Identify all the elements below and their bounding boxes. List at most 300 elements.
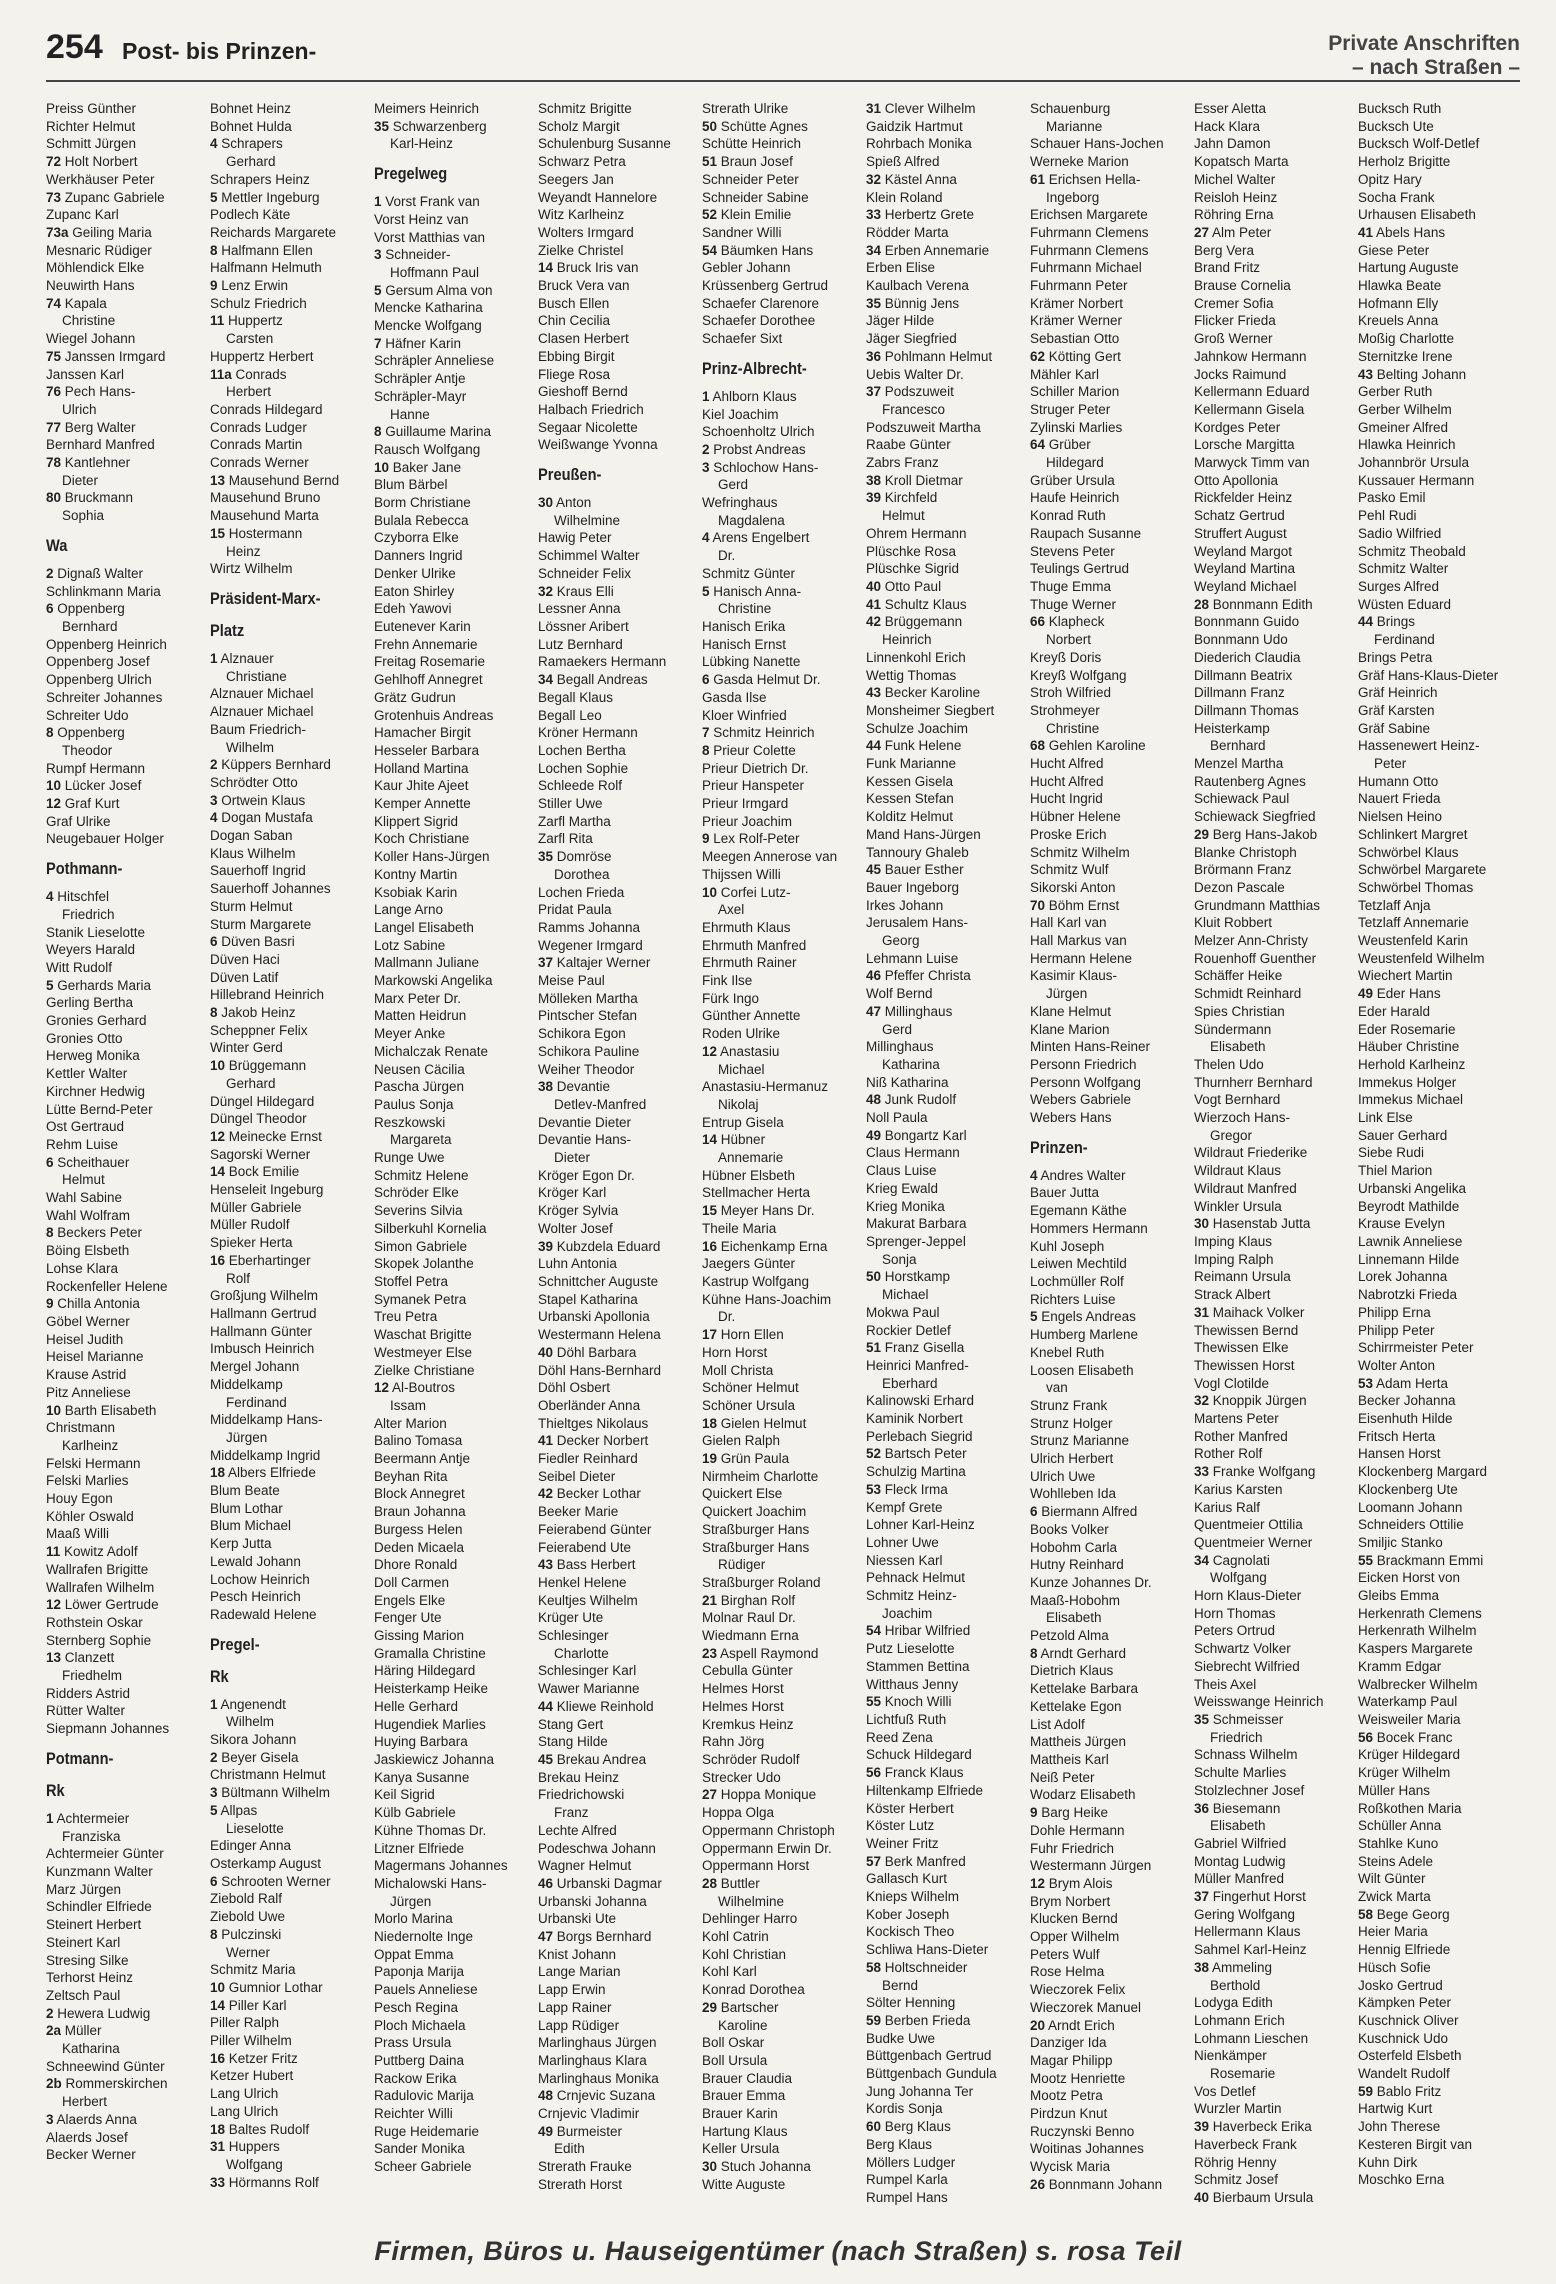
resident-name: Eder Rosemarie xyxy=(1358,1021,1456,1037)
house-number: 12 xyxy=(1030,1875,1046,1891)
house-number: 12 xyxy=(46,1597,62,1613)
resident-name: Frehn Annemarie xyxy=(374,636,478,652)
resident-name: Rütter Walter xyxy=(46,1703,126,1719)
resident-name: Rouenhoff Guenther xyxy=(1194,950,1317,966)
house-number: 11 xyxy=(210,313,225,329)
resident-name: Kordis Sonja xyxy=(866,2101,943,2117)
resident-name: Alznauer Michael xyxy=(210,704,314,720)
resident-name: Beyrodt Mathilde xyxy=(1358,1198,1460,1214)
resident-name: Quentmeier Ottilia xyxy=(1194,1517,1303,1533)
resident-name: Hanisch Ernst xyxy=(702,636,787,652)
resident-name: Alaerds Josef xyxy=(46,2129,128,2145)
resident-name: Gering Wolfgang xyxy=(1194,1906,1296,1922)
resident-name: Westmeyer Else xyxy=(374,1344,473,1360)
house-entry: 1 Achtermeier xyxy=(46,1810,130,1826)
house-entry: 17 Horn Ellen xyxy=(702,1327,784,1343)
resident-name-continuation: Peter xyxy=(1374,756,1407,772)
resident-name-continuation: Christiane xyxy=(226,668,287,684)
resident-name: Clasen Herbert xyxy=(538,331,629,347)
house-number: 39 xyxy=(866,490,882,506)
house-entry: 8 Oppenberg xyxy=(46,725,125,741)
resident-name: Hamacher Birgit xyxy=(374,725,471,741)
resident-name: Rautenberg Agnes xyxy=(1194,773,1306,789)
resident-name: Röhring Erna xyxy=(1194,207,1274,223)
resident-name: Tetzlaff Anja xyxy=(1358,897,1431,913)
resident-name: Zarfl Rita xyxy=(538,831,593,847)
resident-name-continuation: Wilhelm xyxy=(226,1714,275,1730)
resident-name: Melzer Ann-Christy xyxy=(1194,933,1309,949)
resident-name-continuation: Christine xyxy=(62,313,116,329)
house-entry: 34 Cagnolati xyxy=(1194,1552,1270,1568)
resident-name: Paponja Marija xyxy=(374,1964,465,1980)
house-entry: 44 Brings xyxy=(1358,614,1416,630)
resident-name: Hucht Ingrid xyxy=(1030,791,1103,807)
resident-name-continuation: Hildegard xyxy=(1046,455,1104,471)
house-number: 8 xyxy=(702,742,710,758)
resident-name: Holland Martina xyxy=(374,760,469,776)
house-number: 3 xyxy=(210,1785,218,1801)
house-entry: 18 Albers Elfriede xyxy=(210,1465,316,1481)
resident-name: Sternberg Sophie xyxy=(46,1632,152,1648)
resident-name: Perlebach Siegrid xyxy=(866,1428,973,1444)
house-number: 5 xyxy=(210,189,218,205)
resident-name: Schuck Hildegard xyxy=(866,1747,972,1763)
resident-name: Nirmheim Charlotte xyxy=(702,1468,819,1484)
resident-name: Diederich Claudia xyxy=(1194,649,1301,665)
house-entry: 43 Becker Karoline xyxy=(866,685,981,701)
resident-name: Mokwa Paul xyxy=(866,1304,940,1320)
resident-name-continuation: Wilhelm xyxy=(226,739,275,755)
resident-name: Personn Friedrich xyxy=(1030,1056,1137,1072)
resident-name: Matten Heidrun xyxy=(374,1008,467,1024)
resident-name: Theile Maria xyxy=(702,1220,777,1236)
resident-name: Helmes Horst xyxy=(702,1698,784,1714)
resident-name-continuation: Dr. xyxy=(718,1309,736,1325)
resident-name: Schimmel Walter xyxy=(538,548,640,564)
house-number: 38 xyxy=(1194,1959,1210,1975)
resident-name: Pehnack Helmut xyxy=(866,1570,966,1586)
house-number: 72 xyxy=(46,154,62,170)
resident-name: Horn Thomas xyxy=(1194,1605,1276,1621)
house-number: 44 xyxy=(866,738,882,754)
resident-name: Hiltenkamp Elfriede xyxy=(866,1782,984,1798)
house-entry: 32 Kästel Anna xyxy=(866,171,957,187)
resident-name: Middelkamp Hans- xyxy=(210,1412,323,1428)
resident-name: Markowski Angelika xyxy=(374,973,493,989)
resident-name: Giese Peter xyxy=(1358,242,1430,258)
house-entry: 4 Andres Walter xyxy=(1030,1167,1126,1183)
resident-name: Lohse Klara xyxy=(46,1260,119,1276)
resident-name: Stoffel Petra xyxy=(374,1274,449,1289)
house-number: 18 xyxy=(702,1415,718,1431)
house-number: 41 xyxy=(538,1433,554,1449)
resident-name: Blum Michael xyxy=(210,1518,292,1534)
house-number: 11 xyxy=(46,1544,61,1560)
house-entry: 54 Hribar Wilfried xyxy=(866,1623,971,1639)
resident-name-continuation: Eberhard xyxy=(882,1375,938,1391)
resident-name: Schröder Rudolf xyxy=(702,1751,800,1767)
house-number: 9 xyxy=(702,831,710,847)
resident-name: Linnenkohl Erich xyxy=(866,649,966,665)
resident-name: Philipp Erna xyxy=(1358,1304,1431,1320)
resident-name-continuation: Ferdinand xyxy=(1374,632,1435,648)
resident-name: Kröger Karl xyxy=(538,1185,607,1201)
house-entry: 1 Angenendt xyxy=(210,1696,286,1712)
resident-name: Döhl Hans-Bernhard xyxy=(538,1362,662,1378)
house-entry: 13 Clanzett xyxy=(46,1650,115,1666)
resident-name: Radewald Helene xyxy=(210,1606,317,1622)
house-entry: 1 Ahlborn Klaus xyxy=(702,388,797,404)
house-number: 58 xyxy=(1358,1906,1374,1922)
resident-name: Prieur Dietrich Dr. xyxy=(702,760,809,776)
resident-name: Schoenholtz Ulrich xyxy=(702,424,815,440)
resident-name: Reichards Margarete xyxy=(210,224,337,240)
house-entry: 27 Alm Peter xyxy=(1194,224,1272,240)
resident-name: Jaskiewicz Johanna xyxy=(374,1751,495,1767)
house-number: 74 xyxy=(46,295,62,311)
resident-name: Doll Carmen xyxy=(374,1574,450,1590)
resident-name: Hennig Elfriede xyxy=(1358,1942,1451,1958)
house-entry: 72 Holt Norbert xyxy=(46,154,138,170)
resident-name: Czyborra Elke xyxy=(374,530,459,546)
resident-name: Waterkamp Paul xyxy=(1358,1694,1458,1710)
resident-name: Makurat Barbara xyxy=(866,1216,967,1232)
resident-name: Blanke Christoph xyxy=(1194,844,1297,860)
resident-name-continuation: Katharina xyxy=(62,2041,120,2057)
house-number: 1 xyxy=(374,194,382,210)
resident-name: Eisenhuth Hilde xyxy=(1358,1411,1453,1427)
house-number: 6 xyxy=(702,672,710,688)
resident-name: Pridat Paula xyxy=(538,902,612,918)
resident-name: Conrads Hildegard xyxy=(210,401,323,417)
resident-name: Thuge Werner xyxy=(1030,596,1117,612)
resident-name: Raabe Günter xyxy=(866,437,951,453)
resident-name: Siepmann Johannes xyxy=(46,1721,170,1737)
house-entry: 12 Al-Boutros xyxy=(374,1380,456,1396)
house-number: 27 xyxy=(702,1787,718,1803)
house-entry: 75 Janssen Irmgard xyxy=(46,348,166,364)
resident-name: Keil Sigrid xyxy=(374,1787,435,1803)
house-number: 55 xyxy=(866,1694,882,1710)
resident-name: Opitz Hary xyxy=(1358,171,1422,187)
resident-name-continuation: Marianne xyxy=(1046,118,1103,134)
resident-name: Kessen Stefan xyxy=(866,791,954,807)
resident-name: Kämpken Peter xyxy=(1358,1995,1452,2011)
resident-name: Middelkamp Ingrid xyxy=(210,1447,321,1463)
resident-name: Krause Evelyn xyxy=(1358,1216,1446,1232)
house-number: 47 xyxy=(866,1003,882,1019)
house-number: 35 xyxy=(538,849,554,865)
house-entry: 40 Döhl Barbara xyxy=(538,1344,637,1360)
resident-name: Richter Helmut xyxy=(46,118,136,134)
resident-name: Loosen Elisabeth xyxy=(1030,1362,1134,1378)
resident-name: Webers Hans xyxy=(1030,1110,1112,1126)
resident-name: Kaspers Margarete xyxy=(1358,1641,1473,1657)
resident-name: Düngel Hildegard xyxy=(210,1093,315,1109)
resident-name: Graf Ulrike xyxy=(46,813,111,829)
resident-name: Severins Silvia xyxy=(374,1203,463,1219)
resident-name: Scheer Gabriele xyxy=(374,2159,472,2175)
resident-name: Kuschnick Udo xyxy=(1358,2030,1449,2046)
house-number: 8 xyxy=(374,424,382,440)
resident-name: Böing Elsbeth xyxy=(46,1243,130,1259)
house-number: 19 xyxy=(702,1451,718,1467)
house-number: 32 xyxy=(1194,1393,1210,1409)
house-entry: 32 Knoppik Jürgen xyxy=(1194,1393,1307,1409)
resident-name: Beeker Marie xyxy=(538,1504,619,1520)
resident-name: Bulala Rebecca xyxy=(374,512,469,528)
resident-name: Schneewind Günter xyxy=(46,2058,165,2074)
resident-name-continuation: Helmut xyxy=(62,1172,105,1188)
house-number: 64 xyxy=(1030,437,1046,453)
house-entry: 49 Bongartz Karl xyxy=(866,1127,967,1143)
resident-name: Grundmann Matthias xyxy=(1194,897,1321,913)
house-number: 66 xyxy=(1030,614,1046,630)
resident-name: Wolter Anton xyxy=(1358,1357,1436,1373)
house-number: 51 xyxy=(702,154,718,170)
resident-name: Schöner Ursula xyxy=(702,1397,796,1413)
resident-name: Oberländer Anna xyxy=(538,1397,641,1413)
resident-name: Fliege Rosa xyxy=(538,366,611,382)
resident-name: Molnar Raul Dr. xyxy=(702,1610,796,1626)
house-entry: 31 Maihack Volker xyxy=(1194,1304,1305,1320)
house-entry: 49 Eder Hans xyxy=(1358,986,1441,1002)
resident-name: Moßig Charlotte xyxy=(1358,331,1455,347)
house-entry: 35 Schwarzenberg xyxy=(374,118,487,134)
resident-name: Köhler Oswald xyxy=(46,1508,134,1524)
resident-name: Podlech Käte xyxy=(210,207,291,223)
resident-name: Sander Monika xyxy=(374,2141,465,2157)
resident-name-continuation: Lieselotte xyxy=(226,1820,284,1836)
resident-name: Jocks Raimund xyxy=(1194,366,1287,382)
resident-name: Fuhrmann Peter xyxy=(1030,278,1128,294)
resident-name: Schikora Pauline xyxy=(538,1043,640,1059)
resident-name: Kröner Hermann xyxy=(538,725,638,741)
resident-name: Hüsch Sofie xyxy=(1358,1959,1431,1975)
resident-name: Opper Wilhelm xyxy=(1030,1929,1120,1945)
resident-name-continuation: Karoline xyxy=(718,2017,768,2033)
house-number: 34 xyxy=(1194,1552,1210,1568)
house-entry: 10 Barth Elisabeth xyxy=(46,1402,157,1418)
house-entry: 11 Kowitz Adolf xyxy=(46,1544,138,1560)
resident-name: Sprenger-Jeppel xyxy=(866,1234,966,1249)
resident-name: Podeschwa Johann xyxy=(538,1840,656,1856)
resident-name: Krüger Ute xyxy=(538,1610,604,1626)
resident-name: Preiss Günther xyxy=(46,101,137,116)
resident-name-continuation: Heinz xyxy=(226,543,261,559)
house-entry: 3 Schneider- xyxy=(374,247,451,263)
resident-name: Wycisk Maria xyxy=(1030,2159,1111,2175)
house-number: 48 xyxy=(538,2088,554,2104)
house-number: 29 xyxy=(702,1999,718,2015)
resident-name: Karius Ralf xyxy=(1194,1499,1261,1515)
resident-name-continuation: Katharina xyxy=(882,1056,940,1072)
resident-name: Kalinowski Erhard xyxy=(866,1393,975,1409)
resident-name: Schmitz Brigitte xyxy=(538,101,632,116)
house-number: 48 xyxy=(866,1092,882,1108)
house-number: 20 xyxy=(1030,2017,1046,2033)
resident-name: Herweg Monika xyxy=(46,1048,140,1064)
resident-name: Schmitz Wilhelm xyxy=(1030,844,1130,860)
resident-name-continuation: Wilhelmine xyxy=(554,512,621,528)
resident-name: Quickert Else xyxy=(702,1486,783,1502)
resident-name: Litzner Elfriede xyxy=(374,1840,465,1856)
house-entry: 3 Schlochow Hans- xyxy=(702,459,819,475)
street-heading: Prinzen- xyxy=(1030,1137,1088,1157)
house-number: 10 xyxy=(702,884,718,900)
resident-name: Kockisch Theo xyxy=(866,1924,955,1940)
resident-name: Külb Gabriele xyxy=(374,1805,456,1821)
resident-name: Zielke Christiane xyxy=(374,1362,475,1378)
resident-name: Heisterkamp Heike xyxy=(374,1681,489,1697)
resident-name: Heisel Marianne xyxy=(46,1349,144,1365)
house-entry: 8 Beckers Peter xyxy=(46,1225,143,1241)
resident-name: Leiwen Mechtild xyxy=(1030,1256,1127,1272)
resident-name: Rödder Marta xyxy=(866,224,949,240)
resident-name: Lapp Rüdiger xyxy=(538,2017,620,2033)
house-number: 38 xyxy=(866,472,882,488)
house-entry: 46 Pfeffer Christa xyxy=(866,968,971,984)
resident-name: Gräf Karsten xyxy=(1358,702,1435,718)
resident-name: Freitag Rosemarie xyxy=(374,654,486,670)
resident-name: Kettelake Egon xyxy=(1030,1698,1122,1714)
house-number: 12 xyxy=(374,1380,390,1396)
resident-name: Henseleit Ingeburg xyxy=(210,1182,324,1198)
street-heading: Pothmann- xyxy=(46,859,123,879)
resident-name: Oppenberg Ulrich xyxy=(46,672,152,688)
resident-name: Ramms Johanna xyxy=(538,919,641,935)
house-number: 53 xyxy=(1358,1375,1374,1391)
resident-name: Quentmeier Werner xyxy=(1194,1534,1313,1550)
resident-name: Kluit Robbert xyxy=(1194,915,1273,931)
resident-name: Schlesinger xyxy=(538,1628,609,1644)
house-number: 13 xyxy=(46,1650,62,1666)
resident-name: Niedernolte Inge xyxy=(374,1929,474,1945)
resident-name: Krieg Ewald xyxy=(866,1180,939,1196)
resident-name: Eutenever Karin xyxy=(374,618,471,634)
directory-column-8 xyxy=(1194,100,1352,2218)
directory-column-5 xyxy=(702,100,860,2218)
house-number: 9 xyxy=(1030,1805,1038,1821)
header-rule xyxy=(46,80,1520,82)
resident-name: Schmitz Walter xyxy=(1358,561,1449,577)
resident-name: Engels Elke xyxy=(374,1592,446,1608)
resident-name: Mencke Wolfgang xyxy=(374,318,482,334)
house-entry: 9 Lex Rolf-Peter xyxy=(702,831,800,847)
resident-name: Martens Peter xyxy=(1194,1411,1279,1427)
resident-name: Boll Oskar xyxy=(702,2035,765,2051)
resident-name: Claus Hermann xyxy=(866,1145,960,1161)
resident-name: Neusen Cäcilia xyxy=(374,1061,465,1077)
house-entry: 9 Lenz Erwin xyxy=(210,278,289,294)
resident-name-continuation: Rüdiger xyxy=(718,1557,766,1573)
house-entry: 5 Allpas xyxy=(210,1802,258,1818)
resident-name-continuation: Gregor xyxy=(1210,1127,1253,1143)
house-entry: 45 Brekau Andrea xyxy=(538,1751,647,1767)
resident-name-continuation: Karlheinz xyxy=(62,1437,119,1453)
resident-name: Fürk Ingo xyxy=(702,990,760,1006)
resident-name: Schmitz Wulf xyxy=(1030,862,1109,878)
house-number: 14 xyxy=(210,1164,226,1180)
house-number: 21 xyxy=(702,1592,718,1608)
house-number: 2a xyxy=(46,2023,62,2039)
resident-name-continuation: Dieter xyxy=(554,1150,591,1166)
house-entry: 34 Begall Andreas xyxy=(538,672,648,688)
resident-name: Kempf Grete xyxy=(866,1499,943,1515)
resident-name: Wagner Helmut xyxy=(538,1858,632,1874)
resident-name: Weustenfeld Wilhelm xyxy=(1358,950,1485,966)
resident-name: Lochow Heinrich xyxy=(210,1571,310,1587)
resident-name: Fuhrmann Clemens xyxy=(1030,242,1149,258)
resident-name: Becker Johanna xyxy=(1358,1393,1456,1409)
resident-name: Richters Luise xyxy=(1030,1291,1116,1307)
resident-name: Gerber Ruth xyxy=(1358,384,1433,400)
resident-name: Nauert Frieda xyxy=(1358,791,1441,807)
house-entry: 8 Prieur Colette xyxy=(702,742,796,758)
resident-name: Herkenrath Wilhelm xyxy=(1358,1623,1477,1639)
resident-name: Kühne Hans-Joachim xyxy=(702,1291,832,1307)
resident-name: Sikora Johann xyxy=(210,1732,297,1748)
house-number: 78 xyxy=(46,455,62,471)
resident-name: Müller Gabriele xyxy=(210,1199,302,1215)
resident-name: Michel Walter xyxy=(1194,171,1276,187)
resident-name: Michalowski Hans- xyxy=(374,1875,487,1891)
resident-name: Jaegers Günter xyxy=(702,1256,796,1272)
resident-name: Wieczorek Manuel xyxy=(1030,1999,1142,2015)
resident-name-continuation: Hoffmann Paul xyxy=(390,264,480,280)
resident-name: Felski Hermann xyxy=(46,1455,141,1471)
house-entry: 68 Gehlen Karoline xyxy=(1030,738,1146,754)
resident-name-continuation: Gerd xyxy=(882,1021,913,1037)
house-entry: 59 Bablo Fritz xyxy=(1358,2083,1442,2099)
resident-name: Bauer Jutta xyxy=(1030,1185,1100,1201)
resident-name: Piller Wilhelm xyxy=(210,2033,292,2049)
resident-name-continuation: Friedrich xyxy=(62,906,115,922)
resident-name: Bonnmann Guido xyxy=(1194,614,1300,630)
resident-name: Kastrup Wolfgang xyxy=(702,1274,810,1289)
house-number: 3 xyxy=(374,247,382,263)
house-number: 8 xyxy=(210,1926,218,1942)
resident-name: Halbach Friedrich xyxy=(538,401,644,417)
resident-name: Thelen Udo xyxy=(1194,1056,1264,1072)
resident-name: Hlawka Heinrich xyxy=(1358,437,1456,453)
resident-name: Devantie Hans- xyxy=(538,1132,632,1148)
resident-name: Kiel Joachim xyxy=(702,406,779,422)
resident-name: Maaß-Hobohm xyxy=(1030,1592,1121,1608)
resident-name: Klockenberg Margard xyxy=(1358,1464,1488,1480)
resident-name: Kussauer Hermann xyxy=(1358,472,1475,488)
resident-name: Vorst Matthias van xyxy=(374,229,486,245)
house-entry: 50 Horstkamp xyxy=(866,1269,951,1285)
resident-name: Schmitz Heinz- xyxy=(866,1588,957,1604)
resident-name: Döhl Osbert xyxy=(538,1380,611,1396)
resident-name: Pasko Emil xyxy=(1358,490,1426,506)
resident-name: Lorsche Margitta xyxy=(1194,437,1295,453)
resident-name: Conrads Werner xyxy=(210,455,309,471)
resident-name: Hall Karl van xyxy=(1030,915,1107,931)
house-entry: 48 Crnjevic Suzana xyxy=(538,2088,656,2104)
resident-name: Borm Christiane xyxy=(374,495,471,511)
resident-name: Sauerhoff Johannes xyxy=(210,881,331,897)
resident-name: Siebe Rudi xyxy=(1358,1145,1425,1161)
resident-name: Lohner Uwe xyxy=(866,1534,939,1550)
house-entry: 35 Domröse xyxy=(538,849,612,865)
resident-name: Schneiders Ottilie xyxy=(1358,1517,1464,1533)
house-entry: 58 Holtschneider xyxy=(866,1959,968,1975)
resident-name: Werneke Marion xyxy=(1030,154,1129,170)
resident-name: Hugendiek Marlies xyxy=(374,1716,486,1732)
directory-column-6 xyxy=(866,100,1024,2218)
